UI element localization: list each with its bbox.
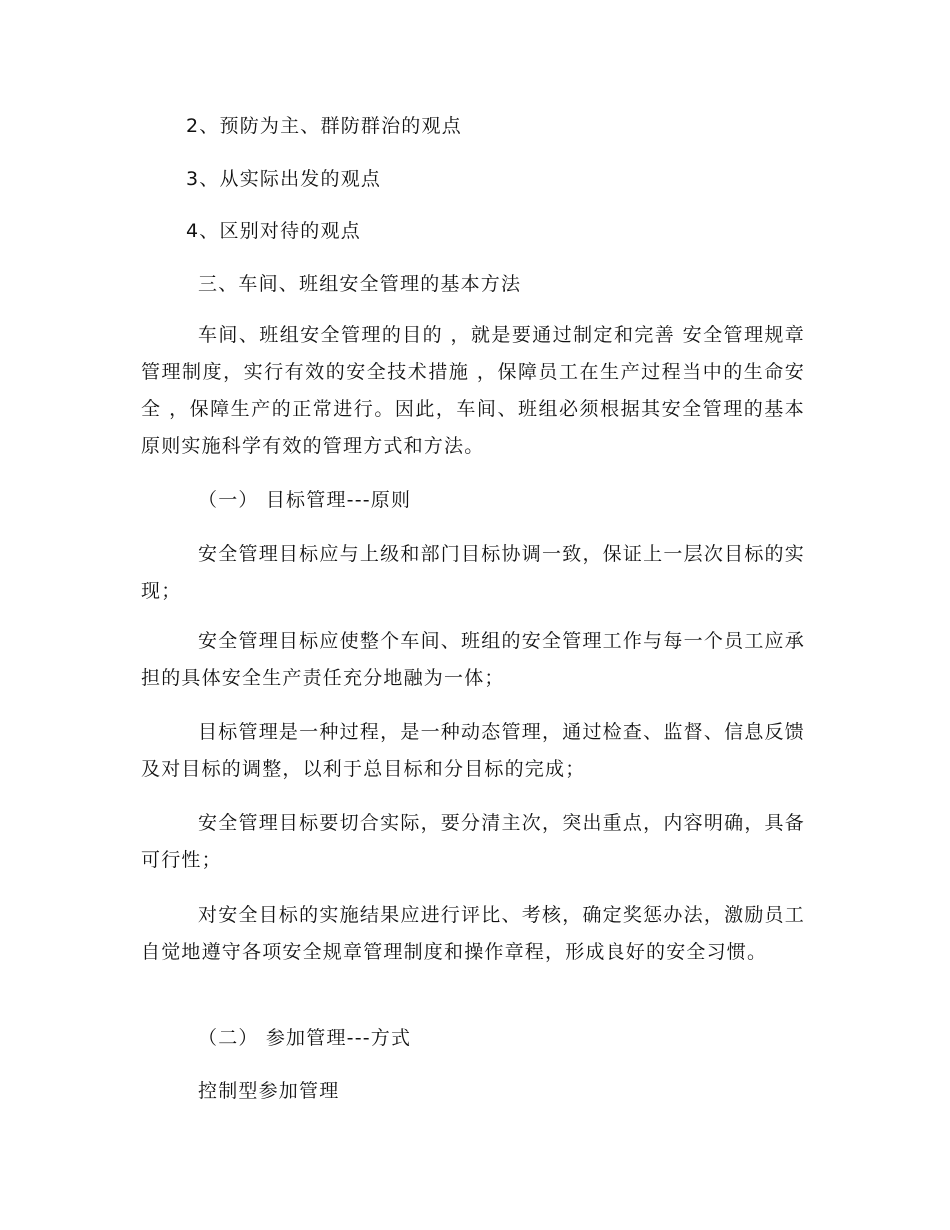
principle-paragraph: 对安全目标的实施结果应进行评比、考核，确定奖惩办法，激励员工自觉地遵守各项安全规章管理制度和操作章程，形成良好的安全习惯。 bbox=[141, 904, 805, 963]
intro-paragraph: 车间、班组安全管理的目的 ，就是要通过制定和完善 安全管理规章管理制度，实行有效的安全技术措施 ，保障员工在生产过程当中的生命安全 ，保障生产的正常进行。因此，车间、班组必须根据其安全管理的基本原则实施科学有效的管理方式和方法。 bbox=[141, 324, 805, 457]
principle-paragraph: 安全管理目标应与上级和部门目标协调一致，保证上一层次目标的实现； bbox=[141, 543, 805, 602]
list-item: 2、预防为主、群防群治的观点 bbox=[186, 115, 462, 137]
list-item: 3、从实际出发的观点 bbox=[186, 168, 382, 190]
subheading-goal-management: （一） 目标管理---原则 bbox=[198, 489, 412, 511]
principle-paragraph: 安全管理目标要切合实际，要分清主次，突出重点，内容明确，具备可行性； bbox=[141, 812, 805, 871]
subheading-participation-management: （二） 参加管理---方式 bbox=[198, 1027, 412, 1049]
section-heading: 三、车间、班组安全管理的基本方法 bbox=[198, 273, 522, 295]
list-item: 4、区别对待的观点 bbox=[186, 220, 361, 242]
principle-paragraph: 目标管理是一种过程，是一种动态管理，通过检查、监督、信息反馈及对目标的调整，以利于总目标和分目标的完成； bbox=[141, 721, 805, 780]
principle-paragraph: 安全管理目标应使整个车间、班组的安全管理工作与每一个员工应承担的具体安全生产责任充分地融为一体； bbox=[141, 630, 805, 689]
body-line: 控制型参加管理 bbox=[198, 1080, 340, 1102]
